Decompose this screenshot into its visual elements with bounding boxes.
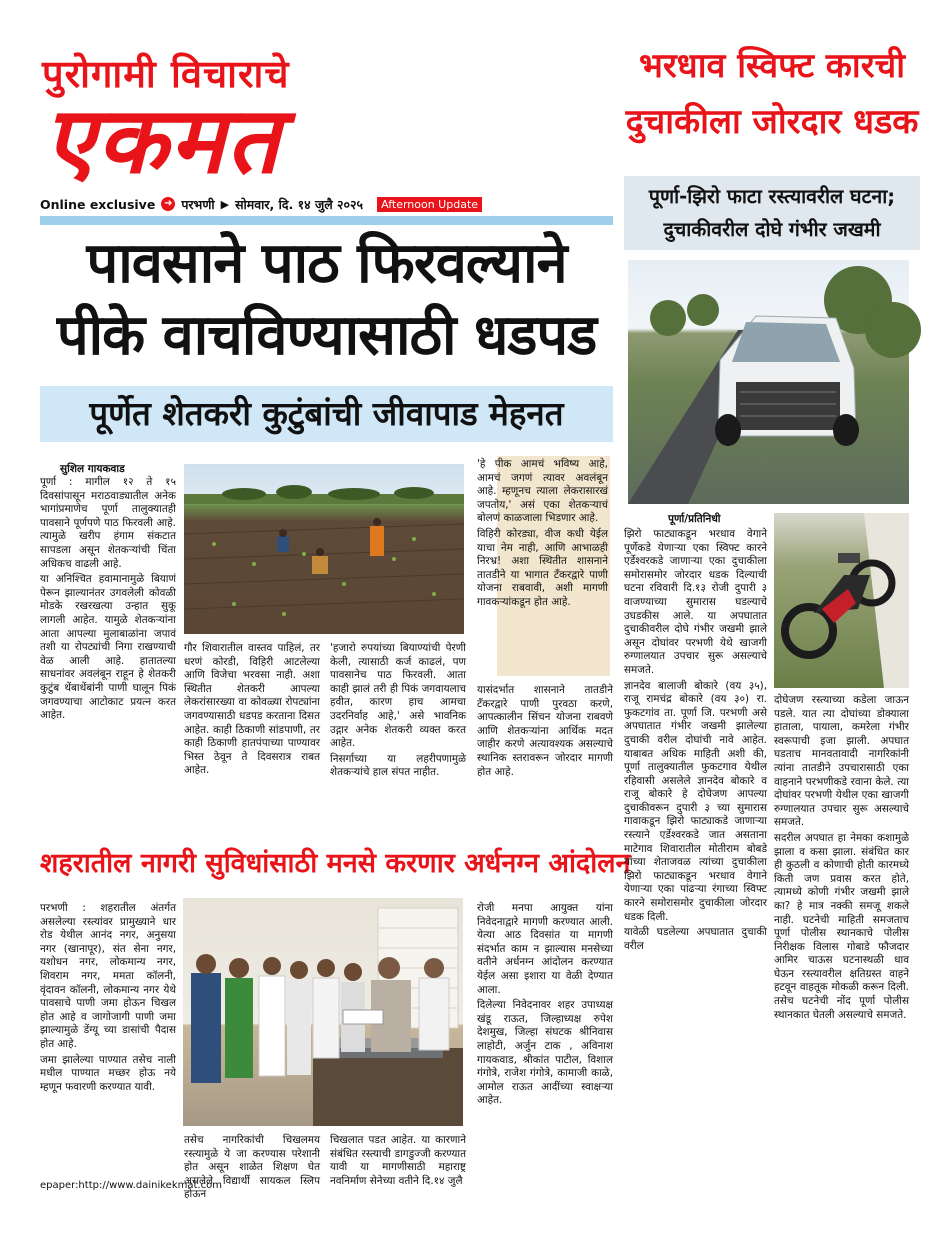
- mns-protest-photo: [183, 898, 463, 1126]
- mns-col1-para: जमा झालेल्या पाण्यात तसेच नाली मधील पाण्यात मच्छर होऊ नये म्हणून फवारणी करण्यात यावी.: [40, 1053, 176, 1093]
- lead-column-1: [40, 476, 176, 832]
- damaged-bike-photo: [774, 513, 909, 688]
- lead-quote-text: [477, 458, 608, 674]
- lead-byline: सुशिल गायकवाड: [60, 463, 125, 475]
- mns-col1-para: परभणी : शहरातील अंतर्गत असलेल्या रस्त्यांवर प्रामुख्याने धार रोड येथील आनंद नगर, अनुसया नगर (खानापूर), संत सेना नगर, यशोधन नगर, लोकमान्य नगर, शिवराम नगर, ममता कॉलनी, वृंदावन कॉलनी, लोकमान्य नगर येथे पावसाचे पाणी जमा होऊन चिखल होत आहे व जागोजागी पाणी जमा झाल्यामुळे डेंग्यू च्या डासांची पैदास होत आहे.: [40, 902, 176, 1050]
- lead-col1-para: पूर्णा : मागील १२ ते १५ दिवसांपासून मराठवाड्यातील अनेक भागांप्रमाणेच पूर्णा तालुक्यातही पावसाने पूर्णपणे पाठ फिरवली आहे. त्यामुळे खरीप हंगाम संकटात सापडला असून शेतकऱ्यांची चिंता अधिकच वाढली आहे.: [40, 476, 176, 570]
- mns-col4-para: दिलेल्या निवेदनावर शहर उपाध्यक्ष खंडू राऊत, जिल्हाध्यक्ष रुपेश देशमुख, जिल्हा संघटक श्रीनिवास लाहोटी, अर्जुन टाक , अविनाश गायकवाड, श्रीकांत पाटील, विशाल गंगोत्रे, राजेश गंगोत्रे, कामाजी काळे, आमोल राऊत आदींच्या स्वाक्षऱ्या आहेत.: [477, 999, 613, 1107]
- accident-subheadline: [624, 176, 920, 250]
- accident-col1-para: ज्ञानदेव बालाजी बोकारे (वय ३५), राजू रामचंद्र बोकारे (वय ३०) रा. फुकटगांव ता. पूर्णा जि. परभणी असे अपघातात गंभीर जखमी झालेल्या दुचाकी वरील दोघांची नावे आहेत. याबाबत अधिक माहिती अशी की, पूर्णा तालुक्यातील फुकटगाव येथील रहिवासी असलेले ज्ञानदेव बोकारे व राजू बोकारे हे दोघेजण आपल्या दुचाकीवरून दुपारी ३ च्या सुमारास गावाकडून झिरो फाट्याकडे जाणाऱ्या रस्त्याने एर्डेश्वरकडे जात असताना माटेगाव शिवारातील मोतीराम बोबडे यांच्या शेताजवळ त्यांच्या दुचाकीला झिरो फाट्याकडून भरधाव वेगाने येणाऱ्या एका पांढऱ्या रंगाच्या स्विफ्ट कारने समोरासमोर दुचाकीला जोरदार धडक दिली.: [624, 679, 767, 923]
- accident-headline: [624, 38, 920, 154]
- mns-col3-para: चिखलात पडत आहेत. या कारणाने संबंधित रस्त्याची डागडुज्जी करण्यात यावी या मागणीसाठी महाराष्ट्र नवनिर्माण सेनेच्या वतीने दि.१४ जुलै: [330, 1134, 466, 1187]
- accident-sub-line1: पूर्णा-झिरो फाटा रस्त्यावरील घटना;: [648, 185, 896, 208]
- accident-col1-para: यावेळी घडलेल्या अपघातात दुचाकी वरील: [624, 926, 767, 952]
- accident-sub-line2: दुचाकीवरील दोघे गंभीर जखमी: [663, 218, 881, 241]
- accident-headline-line2: दुचाकीला जोरदार धडक: [625, 102, 919, 142]
- accident-column-1: [624, 528, 767, 1168]
- lead-col3-para: 'हजारो रुपयांच्या बियाण्यांची पेरणी केली, त्यासाठी कर्ज काढलं, पण पावसानेच पाठ फिरवली. आता काही झालं तरी ही पिकं जगवायलाच हवीत, कारण हाच आमचा उदरनिर्वाह आहे,' असे भावनिक उद्गार अनेक शेतकरी व्यक्त करत आहेत.: [330, 642, 466, 750]
- update-badge: Afternoon Update: [377, 197, 482, 212]
- lead-headline-line1: पावसाने पाठ फिरवल्याने: [86, 231, 567, 296]
- header-divider: [40, 216, 613, 225]
- lead-subheadline: पूर्णेत शेतकरी कुटुंबांची जीवापाड मेहनत: [40, 386, 613, 442]
- masthead-title: एकमत: [44, 87, 281, 194]
- lead-column-3: [330, 642, 466, 828]
- lead-quote-para: विहिरी कोरड्या, वीज कधी येईल याचा नेम नाही, आणि आभाळही निरभ्र! अशा स्थितीत शासनाने तातडीने या भागात टँकरद्वारे पाणी योजना राबवावी, अशी मागणी गावकऱ्यांकडून होत आहे.: [477, 527, 608, 608]
- dateline-city: परभणी: [181, 196, 215, 212]
- accident-headline-line1: भरधाव स्विफ्ट कारची: [638, 46, 906, 86]
- damaged-car-photo: [628, 260, 909, 504]
- lead-headline-line2: पीके वाचविण्यासाठी धडपड: [56, 303, 597, 368]
- accident-column-2: [774, 694, 909, 1156]
- mns-column-2: [184, 1134, 320, 1201]
- farm-field-photo: [184, 464, 464, 634]
- lead-col1-para: या अनिश्चित हवामानामुळे बियाणं पेरून झाल्यानंतर उगवलेली कोवळी मोडके रखरखत्या उन्हात सुकू लागली आहेत. यामुळे शेतकऱ्यांना आता आपल्या मुलाबाळांना जपावं तशी या रोपट्यांची निगा राखण्याची वेळ आली आहे. हातातल्या साधनांवर अवलंबून राहून हे शेतकरी कुटुंब थेंबाथेंबांनी पाणी घालून पिकं जगवण्याचा आटोकाट प्रयत्न करत आहेत.: [40, 573, 176, 722]
- epaper-url: epaper:http://www.dainikekmat.com: [40, 1180, 222, 1191]
- accident-col2-para: सदरील अपघात हा नेमका कशामुळे झाला व कसा झाला. संबंधित कार ही कुठली व कोणाची होती कारमध्ये किती जण प्रवास करत होते, त्यामध्ये कोणी गंभीर जखमी झाले का? हे मात्र नक्की समजू शकले नाही. घटनेची माहिती समजताच पूर्णा पोलीस स्थानकाचे पोलीस निरीक्षक विलास गोबाडे फौजदार आमिर चाऊस घटनास्थळी धाव घेऊन रस्त्यावरील क्षतिग्रस्त वाहने हटवून वाहतूक मोकळी करून दिली. तसेच घटनेची नोंद पूर्णा पोलीस स्थानकात घेतली असल्याचे समजते.: [774, 831, 909, 1021]
- dateline: [40, 194, 482, 214]
- arrow-right-icon: ➜: [161, 197, 175, 211]
- dateline-date: सोमवार, दि. १४ जुलै २०२५: [235, 196, 364, 212]
- accident-col2-para: दोघेजण रस्त्याच्या कडेला जाऊन पडले. यात त्या दोघांच्या डोक्याला हाताला, पायाला, कमरेला गंभीर स्वरूपाची इजा झाली. अपघात घडताच मानवतावादी नागरिकांनी त्यांना तातडीने उपचारासाठी एका वाहनाने परभणीकडे रवाना केले. त्या दोघांवर परभणी येथील एका खाजगी रुग्णालयात उपचार सुरू असल्याचे समजते.: [774, 694, 909, 829]
- lead-quote-para: 'हे पीक आमचं भविष्य आहे, आमचं जगणं त्यावर अवलंबून आहे. म्हणूनच त्याला लेकरासारखं जपतोय,' असं एका शेतकऱ्याचं बोलणं काळजाला भिडणार आहे.: [477, 458, 608, 525]
- lead-col4-para: यासंदर्भात शासनाने तातडीने टँकरद्वारे पाणी पुरवठा करणे, आपत्कालीन सिंचन योजना राबवणे आणि शेतकऱ्यांना आर्थिक मदत जाहीर करणे अत्यावश्यक असल्याचे स्थानिक स्तरावरून जोरदार मागणी होत आहे.: [477, 684, 613, 778]
- lead-column-2: [184, 642, 320, 828]
- mns-col4-para: रोजी मनपा आयुक्त यांना निवेदनाद्वारे मागणी करण्यात आली. येत्या आठ दिवसांत या मागणी संदर्भात काम न झाल्यास मनसेच्या वतीने अर्धनग्न आंदोलन करण्यात येईल असा इशारा या वेळी देण्यात आला.: [477, 902, 613, 996]
- accident-col1-para: झिरो फाट्याकडून भरधाव वेगाने पूर्णेकडे येणाऱ्या एका स्विफ्ट कारने एर्डेश्वरकडे जाणाऱ्या एका दुचाकीला समोरासमोर जोरदार धडक दिल्याची घटना रविवारी दि.१३ रोजी दुपारी ३ वाजण्याच्या सुमारास घडल्याचे उघडकीस आले. या अपघातात दुचाकीवरील दोघे गंभीर जखमी झाले असून दोघांवर परभणी येथे खाजगी रुग्णालयात उपचार सुरू असल्याचे समजते.: [624, 528, 767, 676]
- accident-byline: पूर्णा/प्रतिनिधी: [668, 513, 721, 525]
- mns-headline: शहरातील नागरी सुविधांसाठी मनसे करणार अर्धनग्न आंदोलन: [40, 848, 631, 879]
- mns-column-4: [477, 902, 613, 1168]
- online-exclusive-label: Online exclusive: [40, 196, 156, 212]
- mns-column-1: [40, 902, 176, 1164]
- lead-headline: [40, 228, 613, 388]
- lead-col3-para: निसर्गाच्या या लहरीपणामुळे शेतकऱ्यांचे हाल संपत नाहीत.: [330, 752, 466, 779]
- masthead-tagline: पुरोगामी विचाराचे: [42, 51, 290, 96]
- lead-column-4: [477, 684, 613, 828]
- lead-col2-para: गौर शिवारातील वास्तव पाहिलं, तर धरणं कोरडी, विहिरी आटलेल्या आणि विजेचा भरवसा नाही. अशा स्थितीत शेतकरी आपल्या लेकरांसारख्या वा कोवळ्या रोपट्यांना जगवण्यासाठी धडपड करताना दिसत आहेत. काही ठिकाणी सांडपाणी, तर काही ठिकाणी हातपंपाच्या पाण्यावर भिस्त ठेवून ते दिवसरात्र राबत आहेत.: [184, 642, 320, 777]
- mns-col2-para: तसेच नागरिकांची चिखलमय रस्त्यामुळे ये जा करण्यास परेशानी होत असून शाळेत शिक्षण घेत असलेले विद्यार्थी सायकल स्लिप होऊन: [184, 1134, 320, 1201]
- mns-column-3: [330, 1134, 466, 1187]
- play-triangle-icon: ▶: [220, 197, 230, 211]
